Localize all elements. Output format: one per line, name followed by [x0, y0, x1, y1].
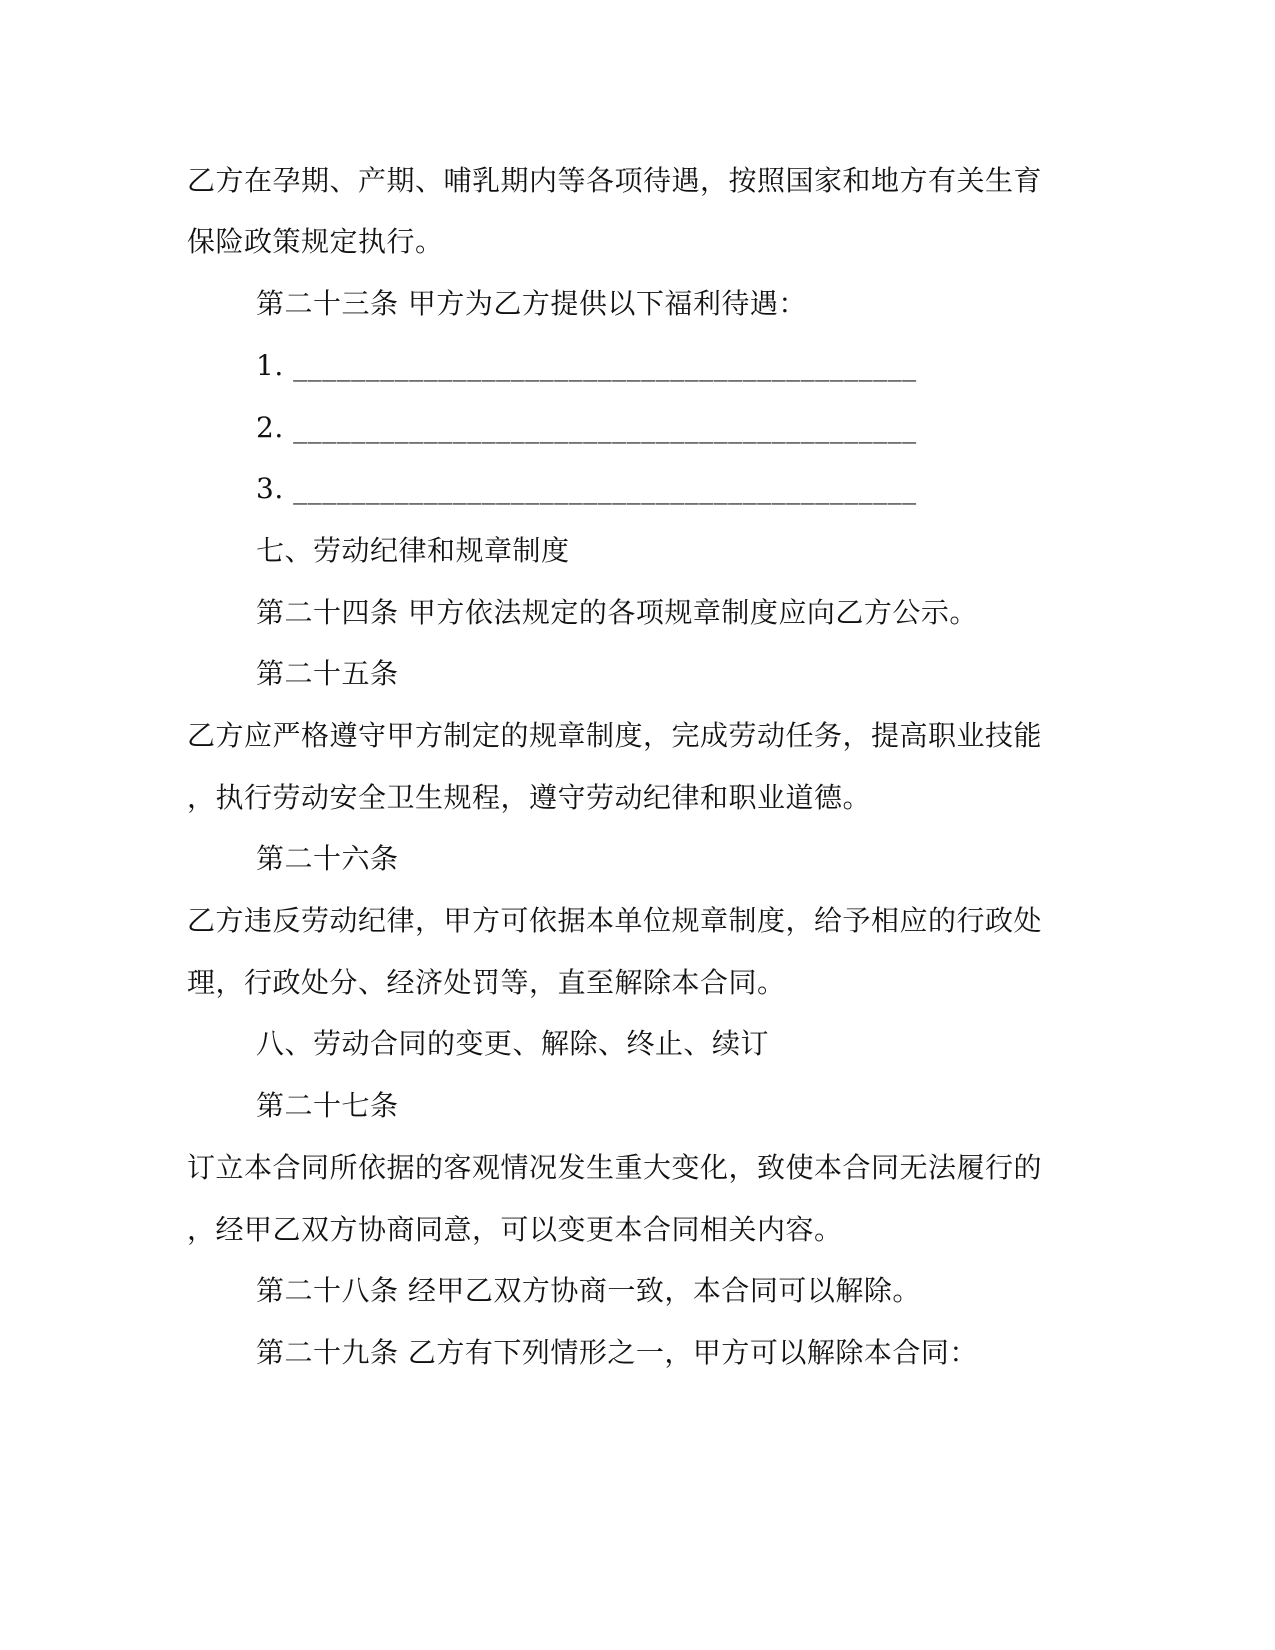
text-line: 乙方违反劳动纪律，甲方可依据本单位规章制度，给予相应的行政处 [187, 904, 1043, 937]
article-25-heading: 第二十五条 [256, 657, 399, 690]
text-line: 乙方应严格遵守甲方制定的规章制度，完成劳动任务，提高职业技能 [187, 719, 1043, 752]
blank-item-3: 3. ___________________________________________ [256, 472, 917, 505]
text-line: 乙方在孕期、产期、哺乳期内等各项待遇，按照国家和地方有关生育 [187, 164, 1043, 197]
article-24: 第二十四条 甲方依法规定的各项规章制度应向乙方公示。 [256, 596, 978, 629]
blank-item-1: 1. ___________________________________________ [256, 349, 917, 382]
section-heading-8: 八、劳动合同的变更、解除、终止、续订 [256, 1027, 770, 1060]
text-line: 订立本合同所依据的客观情况发生重大变化，致使本合同无法履行的 [187, 1151, 1043, 1184]
article-26-heading: 第二十六条 [256, 842, 399, 875]
article-28: 第二十八条 经甲乙双方协商一致，本合同可以解除。 [256, 1274, 921, 1307]
article-27-heading: 第二十七条 [256, 1089, 399, 1122]
text-line: ，执行劳动安全卫生规程，遵守劳动纪律和职业道德。 [187, 781, 872, 814]
text-line: ，经甲乙双方协商同意，可以变更本合同相关内容。 [187, 1213, 843, 1246]
article-29: 第二十九条 乙方有下列情形之一，甲方可以解除本合同： [256, 1336, 978, 1369]
section-heading-7: 七、劳动纪律和规章制度 [256, 534, 570, 567]
article-23: 第二十三条 甲方为乙方提供以下福利待遇： [256, 287, 807, 320]
blank-item-2: 2. ___________________________________________ [256, 411, 917, 444]
text-line: 保险政策规定执行。 [187, 225, 444, 258]
text-line: 理，行政处分、经济处罚等，直至解除本合同。 [187, 966, 786, 999]
